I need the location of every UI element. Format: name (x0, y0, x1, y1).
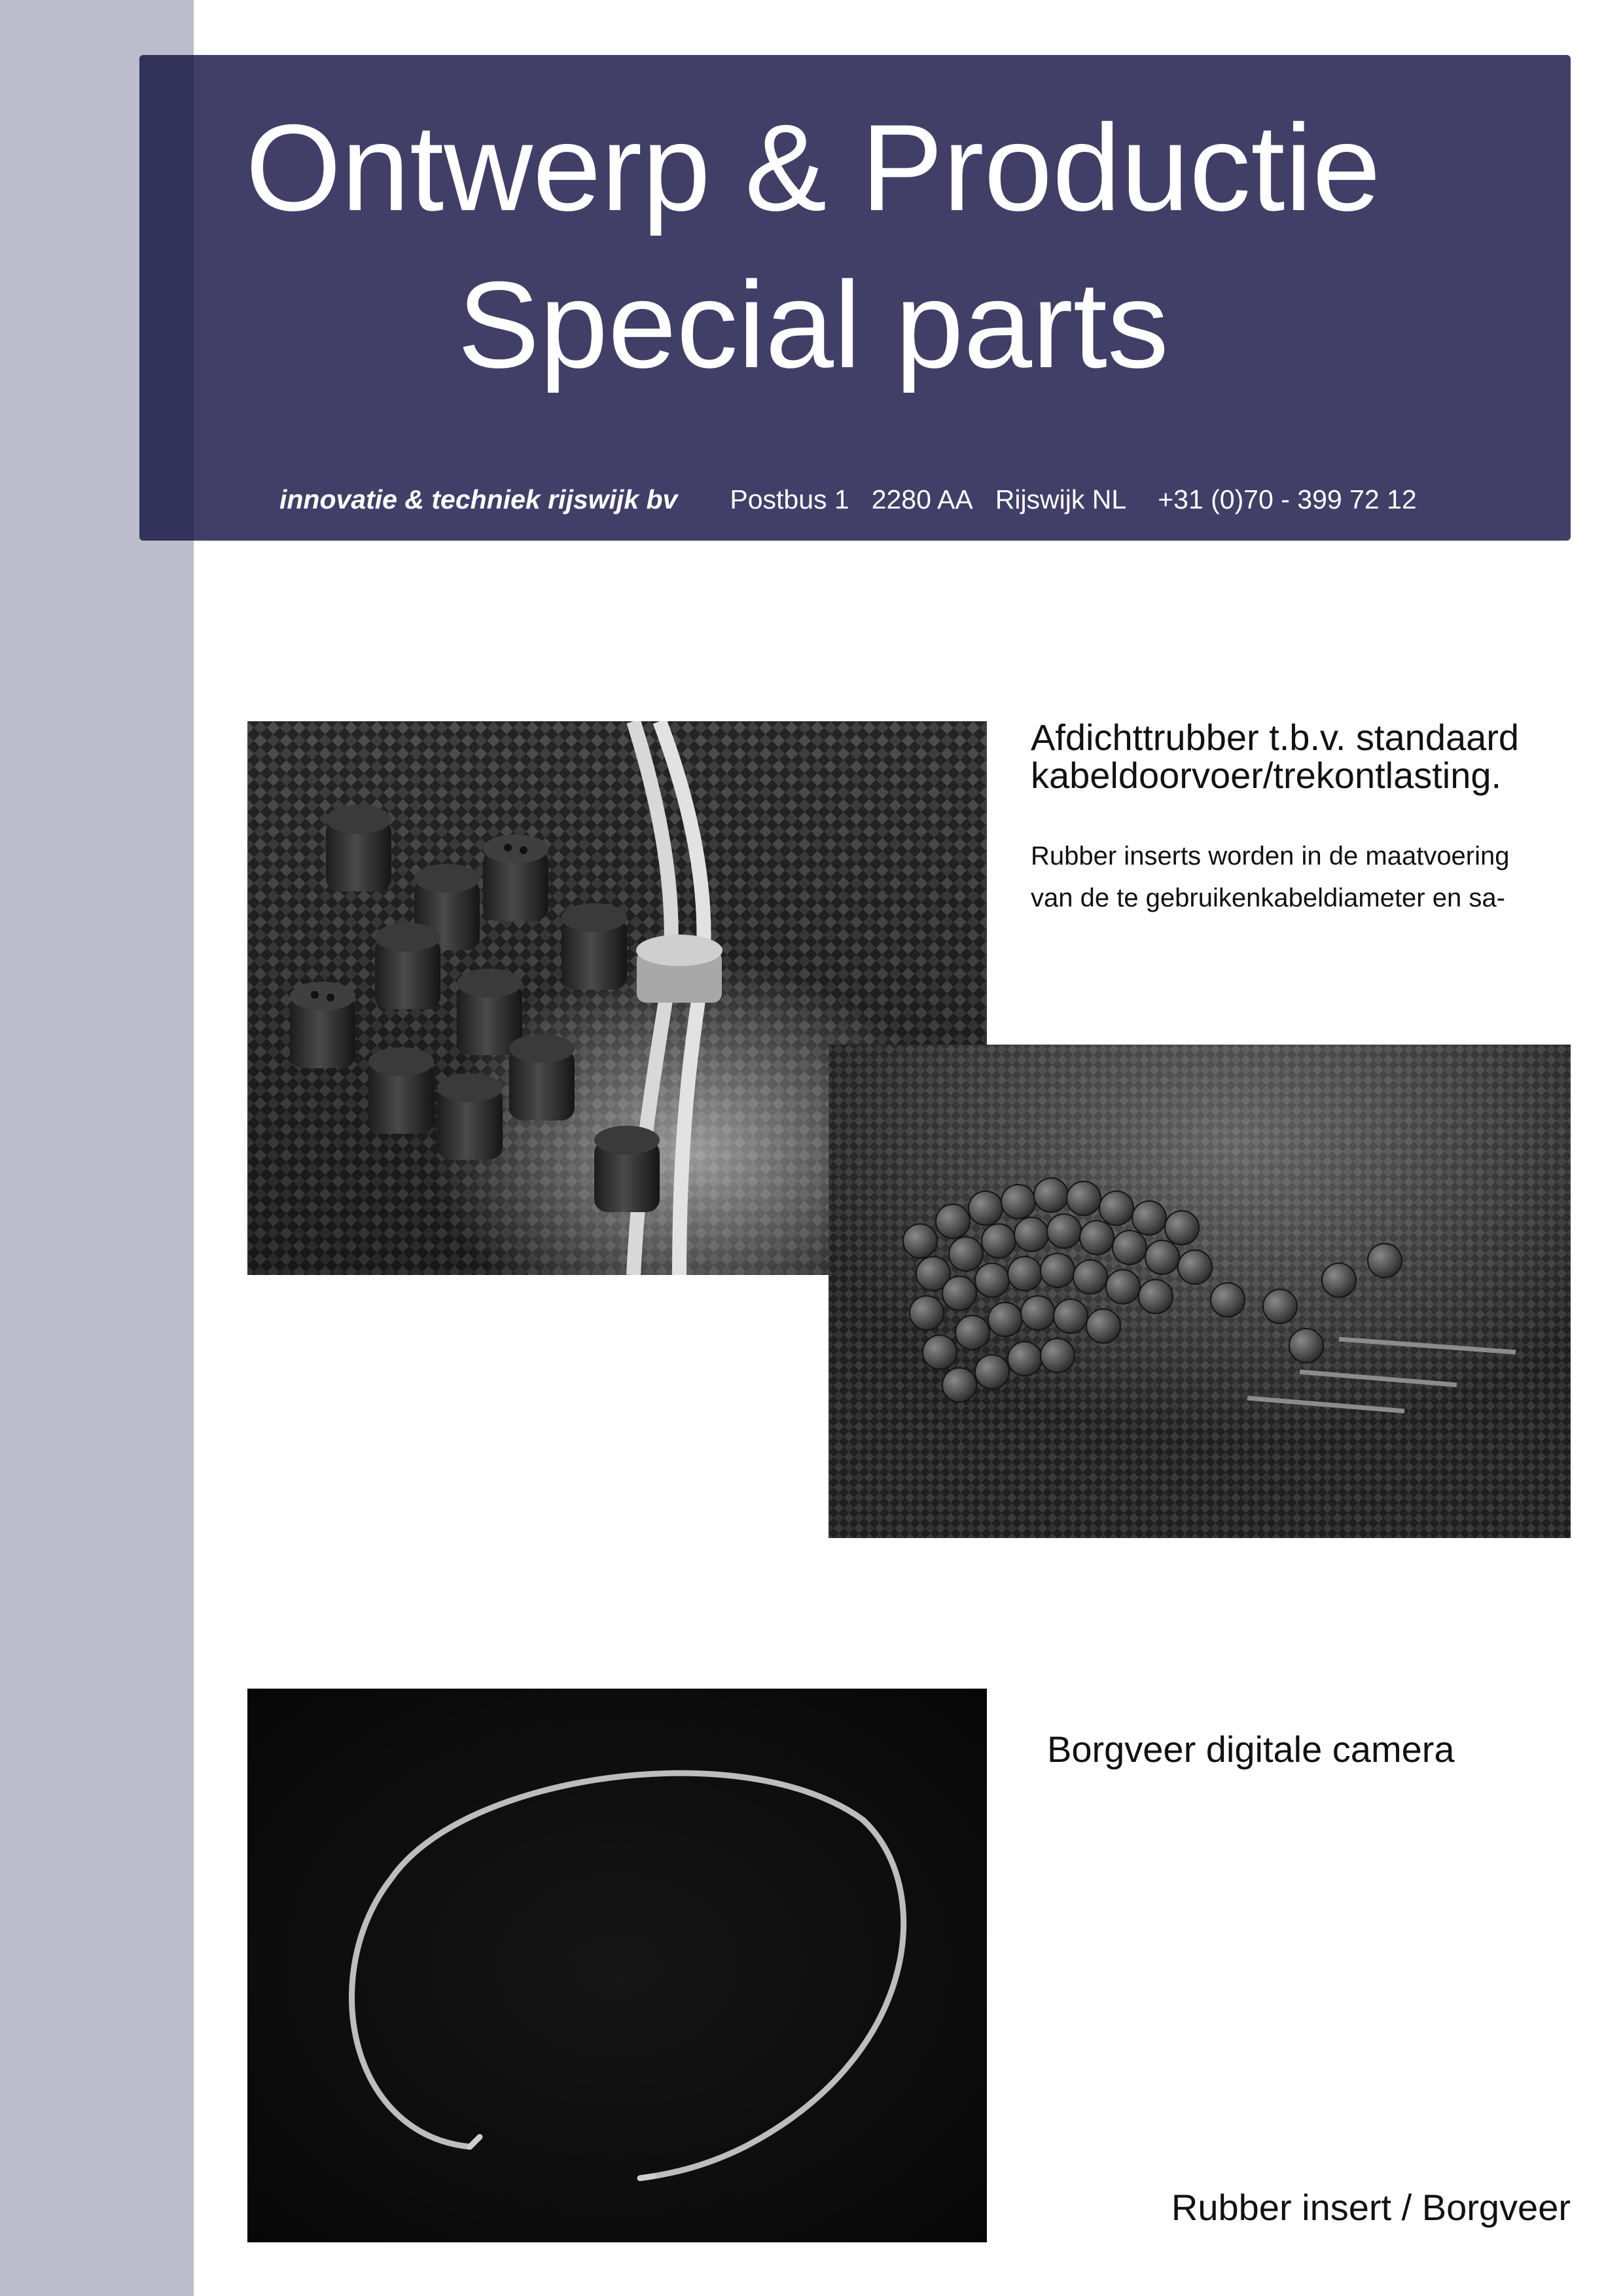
section2-caption: Borgveer digitale camera (1047, 1729, 1455, 1770)
postcode: 2280 AA (871, 484, 973, 514)
footer-label: Rubber insert / Borgveer (1171, 2187, 1571, 2228)
city: Rijswijk NL (995, 484, 1127, 514)
contact-line (279, 484, 1417, 515)
photo-retaining-spring (247, 1689, 987, 2242)
section1-description (1031, 835, 1594, 919)
header-banner (139, 55, 1571, 541)
title-line-1: Ontwerp & Productie (245, 99, 1381, 236)
phone-number: +31 (0)70 - 399 72 12 (1158, 484, 1417, 514)
postbus: Postbus 1 (730, 484, 849, 514)
company-name: innovatie & techniek rijswijk bv (279, 484, 678, 514)
section1-heading-line-2: kabeldoorvoer/trekontlasting. (1031, 755, 1502, 796)
photo-rubber-inserts-pile (829, 1045, 1571, 1538)
section1-desc-line-2: van de te gebruikenkabeldiameter en sa- (1031, 884, 1505, 912)
section1-desc-line-1: Rubber inserts worden in de maatvoering (1031, 842, 1510, 870)
section1-heading-line-1: Afdichttrubber t.b.v. standaard (1031, 717, 1520, 758)
title-line-2: Special parts (457, 256, 1169, 393)
section1-heading (1031, 719, 1594, 795)
